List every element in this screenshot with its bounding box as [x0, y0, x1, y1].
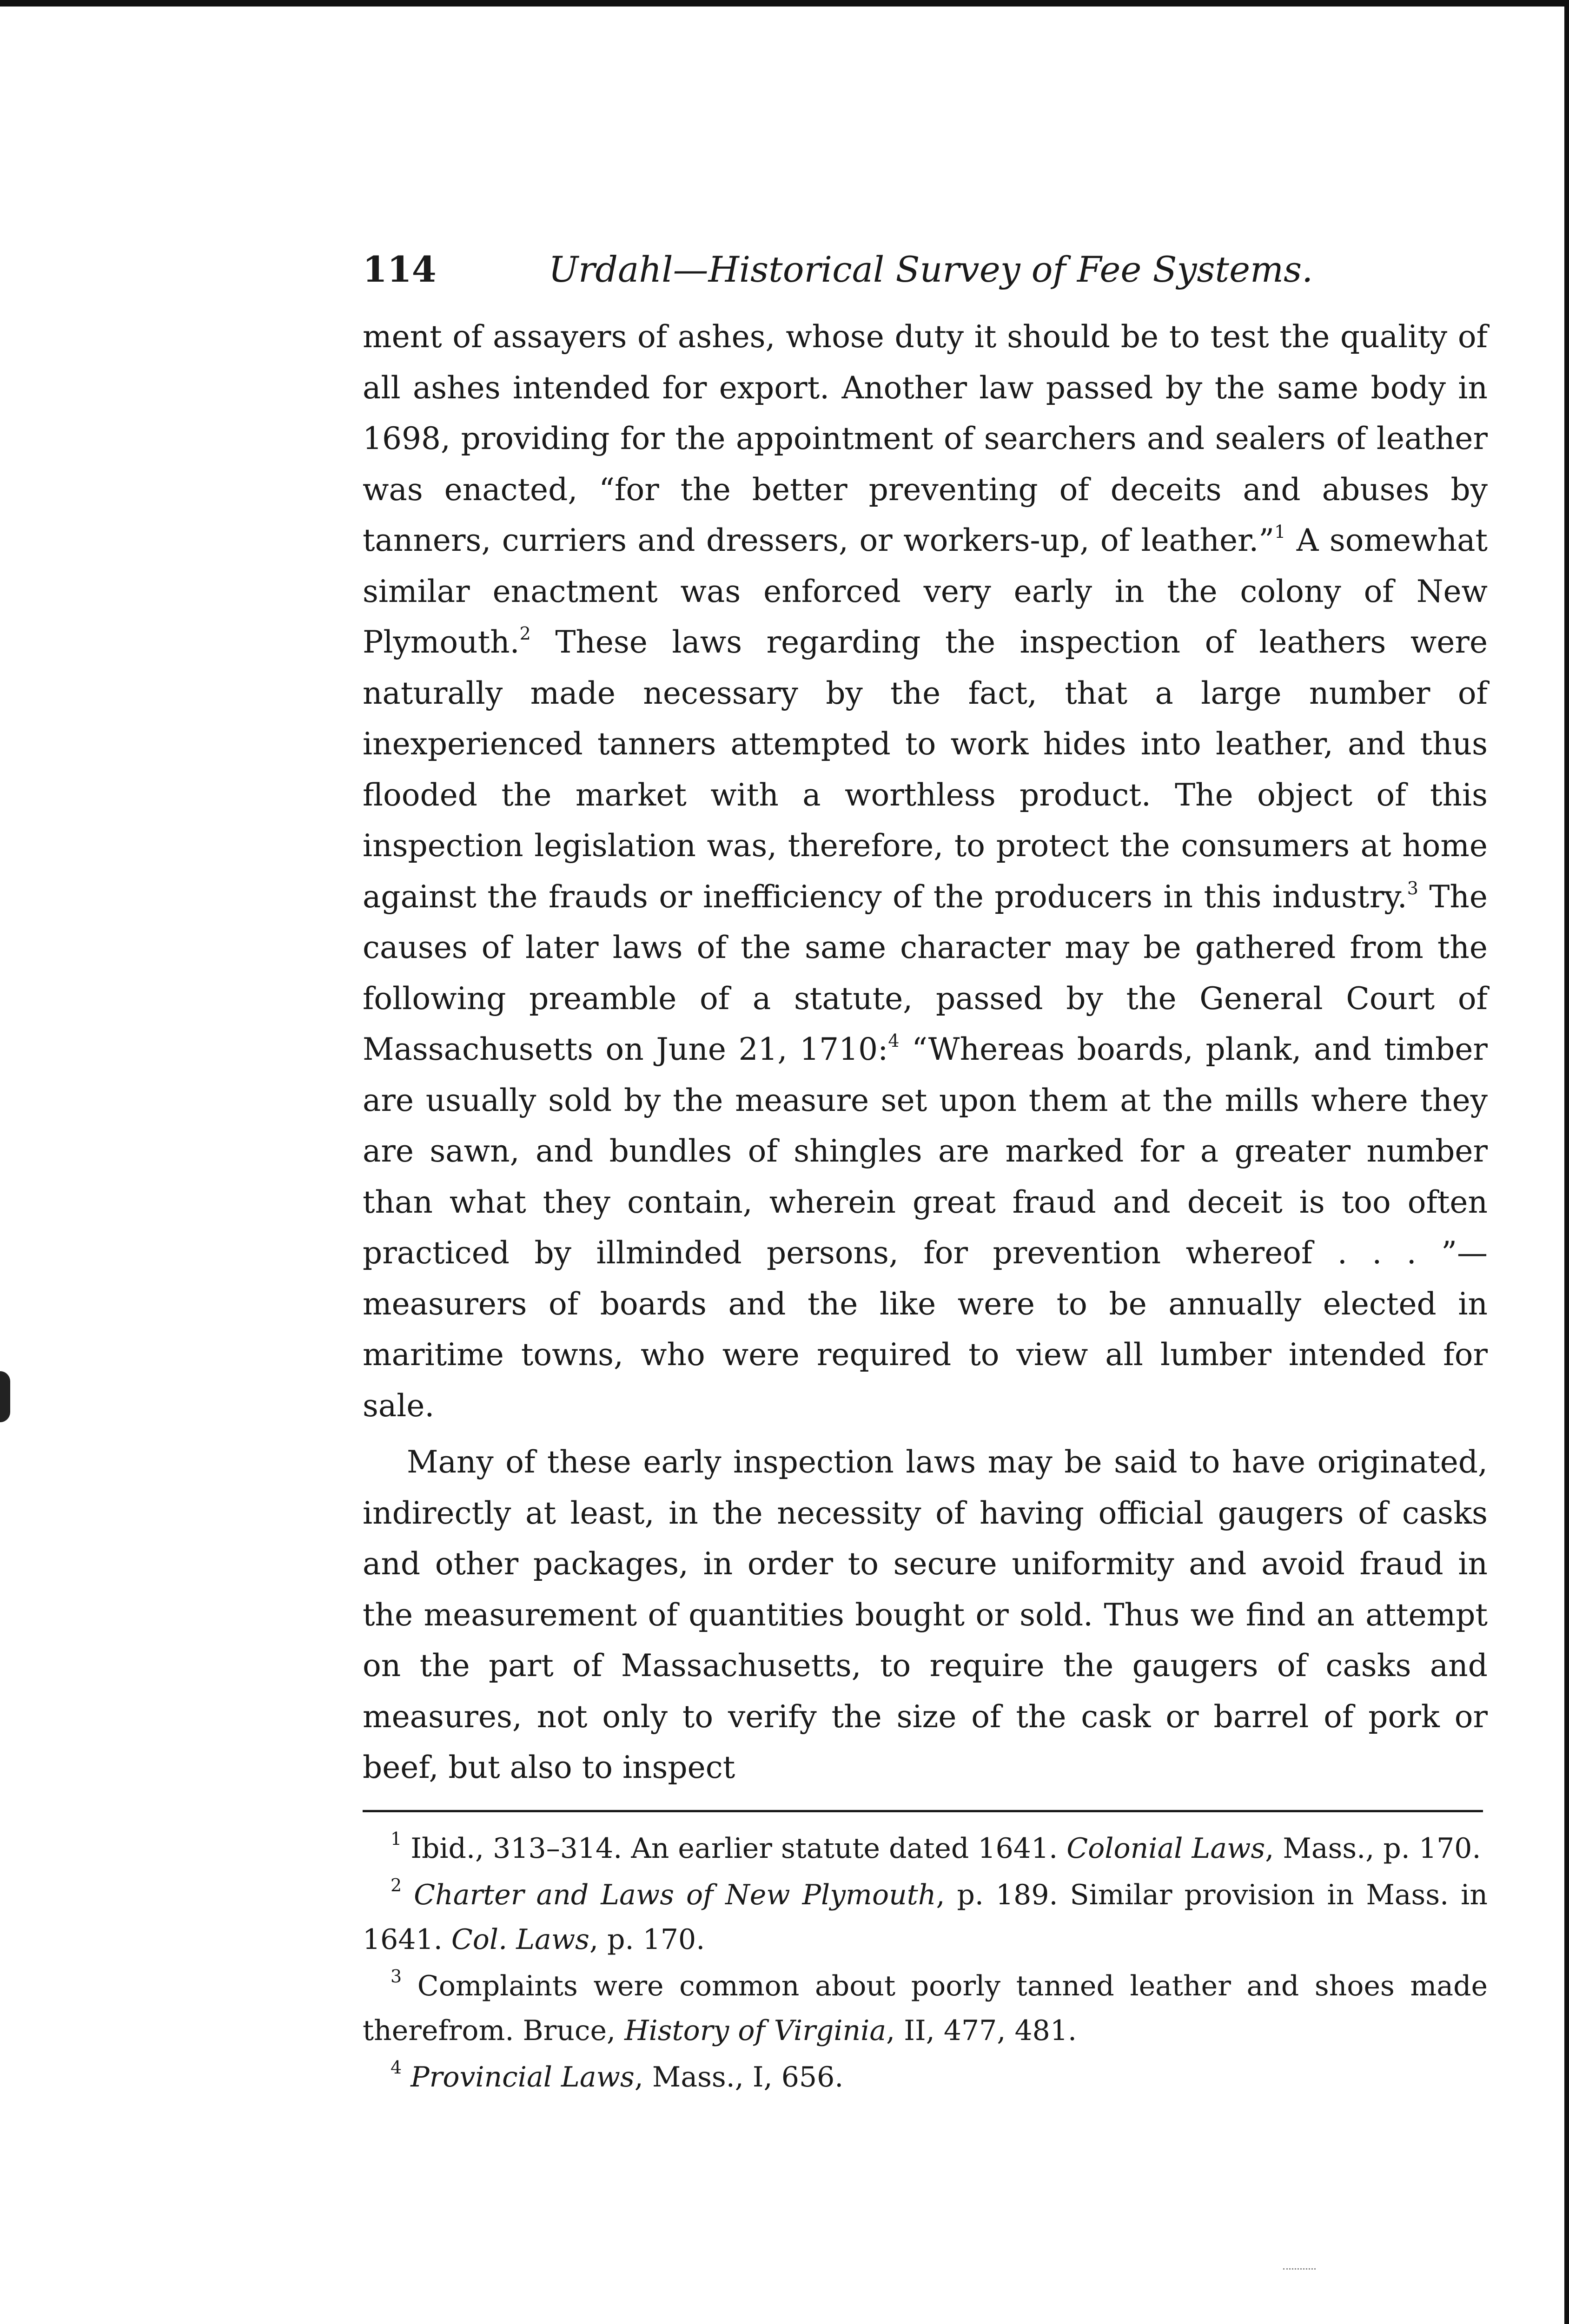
paragraph-1-part-a: ment of assayers of ashes, whose duty it should be to test the quality of all ashes intended for export. Another law passed by the same body in 1698, providing for the appointment of searchers and sealers of leather was enacted, “for the better preventing of deceits and abuses by tanners, curriers and dressers, or workers-up, of leather.” [363, 319, 1488, 558]
footnote-ref-4: 4 [888, 1030, 900, 1051]
footnote-ref-3: 3 [1407, 878, 1418, 898]
paragraph-1-part-c: These laws regarding the inspection of leathers were naturally made necessary by the fact, that a large number of inexperienced tanners attempted to work hides into leather, and thus flooded the market with a worthless product. The object of this inspection legislation was, therefore, to protect the consumers at home against the frauds or inefficiency of the producers in this industry. [363, 624, 1488, 915]
footnote-4 [363, 2055, 1488, 2100]
footnote-2 [363, 1873, 1488, 1962]
footnote-1 [363, 1826, 1488, 1871]
scan-mark-left [0, 1371, 10, 1422]
footnote-3-text-a: Complaints were common about poorly tanned leather and shoes made therefrom. Bruce, [363, 1969, 1488, 2047]
footnote-2-text-a: , p. 189. Similar provision in Mass. in 1641. [363, 1878, 1488, 1956]
footnote-3-title: History of Virginia [624, 2014, 887, 2047]
running-title: Urdahl—Historical Survey of Fee Systems. [549, 249, 1313, 290]
scan-edge-right [1564, 0, 1569, 2324]
page-number: 114 [363, 249, 437, 290]
running-head [363, 242, 1488, 297]
footnote-2-title: Col. Laws [451, 1923, 589, 1956]
scan-smudge [1283, 2268, 1316, 2273]
footnote-3-mark: 3 [391, 1966, 402, 1987]
footnote-2-mark: 2 [391, 1875, 402, 1895]
footnote-ref-1: 1 [1274, 522, 1286, 542]
paragraph-2: Many of these early inspection laws may be said to have originated, indirectly at least, in the necessity of having official gaugers of casks and other packages, in order to secure uniformity and avoid fraud in the measurement of quantities bought or sold. Thus we find an attempt on the part of Massachusetts, to require the gaugers of casks and measures, not only to verify the size of the cask or barrel of pork or beef, but also to inspect [363, 1444, 1488, 1785]
footnote-4-text-b: , Mass., I, 656. [634, 2060, 844, 2093]
footnote-3 [363, 1964, 1488, 2053]
paragraph-1-part-e: “Whereas boards, plank, and timber are usually sold by the measure set upon them at the mills where they are sawn, and bundles of shingles are marked for a greater number than what they contain, wherein great fraud and deceit is too often practiced by illminded persons, for prevention whereof . . . ”— measurers of boards and the like were to be annually elected in maritime towns, who were required to view all lumber intended for sale. [363, 1031, 1488, 1424]
paragraph-1-part-b: A somewhat similar enactment was enforced very early in the colony of New Plymouth. [363, 522, 1488, 660]
body-text [363, 311, 1488, 1793]
scan-edge-top [0, 0, 1569, 7]
paragraph-1 [363, 311, 1488, 1431]
footnote-3-text-b: , II, 477, 481. [886, 2014, 1077, 2047]
footnote-1-mark: 1 [391, 1828, 402, 1849]
footnotes [363, 1826, 1488, 2100]
footnote-ref-2: 2 [519, 623, 531, 644]
footnote-4-title: Provincial Laws [410, 2060, 635, 2093]
footnote-4-mark: 4 [391, 2057, 402, 2078]
footnote-rule [363, 1810, 1483, 1812]
book-page [363, 242, 1488, 2100]
footnote-2-text-b: , p. 170. [589, 1923, 705, 1956]
footnote-1-text-a: Ibid., 313–314. An earlier statute dated 1641. [402, 1832, 1067, 1865]
footnote-1-title: Colonial Laws [1066, 1832, 1265, 1865]
paragraph-1-part-d: The causes of later laws of the same character may be gathered from the following preamble of a statute, passed by the General Court of Massachusetts on June 21, 1710: [363, 878, 1488, 1067]
footnote-2-title-lead: Charter and Laws of New Plymouth [414, 1878, 936, 1911]
footnote-1-text-b: , Mass., p. 170. [1265, 1832, 1481, 1865]
